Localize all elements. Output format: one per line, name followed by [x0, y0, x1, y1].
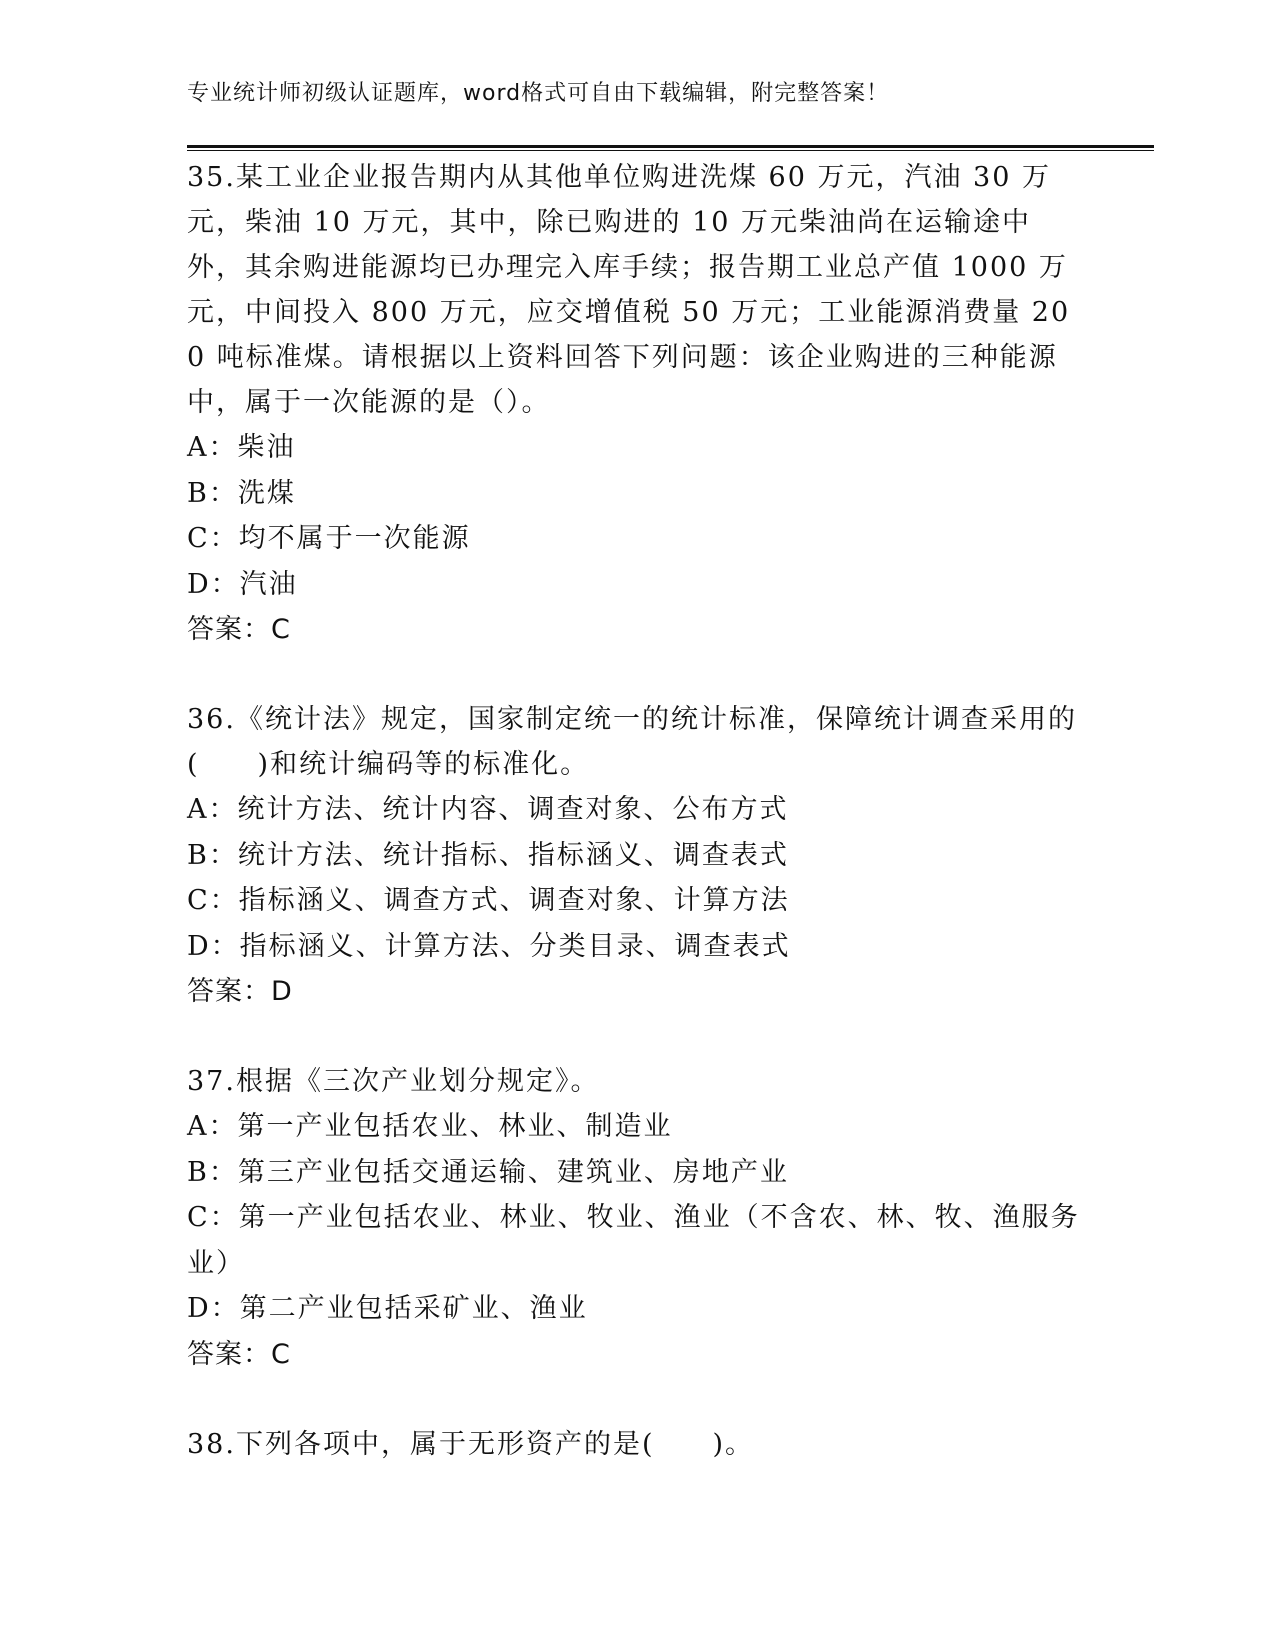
option-b: B：第三产业包括交通运输、建筑业、房地产业: [187, 1156, 789, 1188]
question-list: [187, 155, 1087, 1467]
option-c: C：第一产业包括农业、林业、牧业、渔业（不含农、林、牧、渔服务业）: [187, 1202, 1080, 1279]
question-37: [187, 1059, 1087, 1377]
question-35: [187, 155, 1087, 652]
option-d: D：第二产业包括采矿业、渔业: [187, 1293, 588, 1324]
question-stem: 35.某工业企业报告期内从其他单位购进洗煤 60 万元，汽油 30 万元，柴油 10 万元，其中，除已购进的 10 万元柴油尚在运输途中外，其余购进能源均已办理完入库手续；报告期工业总产值 1000 万元，中间投入 800 万元，应交增值税 50 万元；工业能源消费量 200 吨标准煤。请根据以上资料回答下列问题：该企业购进的三种能源中，属于一次能源的是（）。: [187, 162, 1071, 418]
option-d: D：指标涵义、计算方法、分类目录、调查表式: [187, 930, 791, 962]
answer: 答案：D: [187, 976, 293, 1007]
page-header: 专业统计师初级认证题库，word格式可自由下载编辑，附完整答案！: [187, 81, 890, 106]
option-c: C：均不属于一次能源: [187, 523, 471, 554]
option-a: A：统计方法、统计内容、调查对象、公布方式: [187, 794, 789, 825]
spacer: [187, 652, 1087, 697]
spacer: [187, 1377, 1087, 1422]
option-c: C：指标涵义、调查方式、调查对象、计算方法: [187, 885, 790, 916]
option-a: A：柴油: [187, 432, 296, 463]
question-stem: 37.根据《三次产业划分规定》。: [187, 1066, 600, 1097]
question-stem: 36.《统计法》规定，国家制定统一的统计标准，保障统计调查采用的( )和统计编码等的标准化。: [187, 704, 1077, 780]
header-divider: [187, 145, 1154, 151]
spacer: [187, 1014, 1087, 1059]
question-38: [187, 1422, 1087, 1467]
option-b: B：洗煤: [187, 477, 296, 509]
option-b: B：统计方法、统计指标、指标涵义、调查表式: [187, 839, 789, 871]
question-stem: 38.下列各项中，属于无形资产的是( )。: [187, 1428, 755, 1460]
option-a: A：第一产业包括农业、林业、制造业: [187, 1111, 673, 1142]
answer: 答案：C: [187, 1338, 291, 1370]
option-d: D：汽油: [187, 568, 298, 600]
question-36: [187, 697, 1087, 1014]
answer: 答案：C: [187, 614, 291, 645]
